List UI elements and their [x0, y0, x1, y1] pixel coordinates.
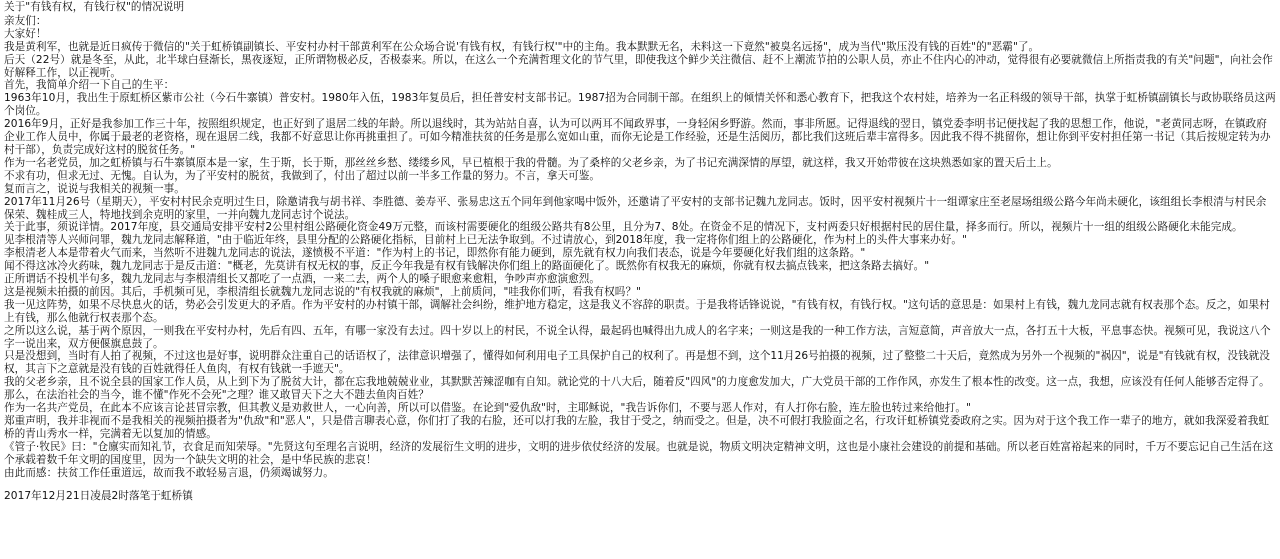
document — [4, 1, 1276, 502]
paragraph: 之所以这么说，基于两个原因，一则我在平安村办村，先后有四、五年，有哪一家没有去过。四十岁以上的村民，不说全认得，最起码也喊得出九成人的名字来；一则这是我的一种工作方法，言短意简，声音放大一点，各打五十大板，平息事态快。视频可见，我说这八个字一说出来，双方便偃旗息鼓了。 — [4, 324, 1271, 350]
paragraph: 2017年11月26号（星期天），平安村村民余克明过生日，除邀请我与胡书祥、李胜德、姜寿平、张易忠这五个同年到他家喝中饭外，还邀请了平安村的支部书记魏九龙同志。饭时，因平安村视频片十一组谭家庄至老屋场组级公路今年尚未硬化，该组组长李根清与村民余保荣、魏桂成三人，特地找到余克明的家里，一并向魏九龙同志讨个说法。 — [4, 195, 1267, 221]
paragraph: 闻不得这冰冷火药味，魏九龙同志于是反击道："概老，先莫讲有权无权的事，反正今年我是有权有钱解决你们组上的路面硬化了。既然你有权我无的麻烦，你就有权去搞点钱来，把这条路去搞好。" — [4, 260, 930, 273]
paragraph: 我是黄利军，也就是近日疯传于微信的"关于虹桥镇副镇长、平安村办村干部黄利军在公众场合说'有钱有权，有钱行权'"中的主角。我本默默无名，未料这一下竟然"被臭名远扬"，成为当代"欺压没有钱的百姓"的"恶霸"了。 — [4, 40, 1040, 53]
paragraph: 《管子·牧民》曰："仓廪实而知礼节，衣食足而知荣辱。"先贤这句至理名言说明，经济的发展衍生文明的进步，文明的进步依仗经济的发展。也就是说，物质文明决定精神文明，这也是小康社会建设的前提和基础。所以老百姓富裕起来的同时，千万不要忘记自己生活在这个承载着数千年文明的国度里，因为一个缺失文明的社会，是中华民族的悲哀！ — [4, 440, 1274, 466]
document-title: 关于"有钱有权，有钱行权"的情况说明 — [4, 1, 185, 13]
paragraph: 后天（22号）就是冬至，从此，北半球白昼渐长，黑夜逐短，正所谓物极必反，否极泰来。所以，在这么一个充满哲理文化的节气里，即使我这个鲜少关注微信、赶不上潮流节拍的公职人员，亦止不住内心的冲动，觉得很有必要就微信上所指责我的有关"问题"，向社会作好解释工作，以正视听。 — [4, 53, 1273, 79]
paragraph: 正所谓话不投机半句多，魏九龙同志与李根清组长又都吃了一点酒，一来二去，两个人的嗓子眼愈来愈粗，争吵声亦愈演愈烈。 — [4, 273, 601, 286]
paragraph: 1963年10月，我出生于原虹桥区紫市公社（今石牛寨镇）普安村。1980年入伍，1983年复员后，担任普安村支部书记。1987招为合同制干部。在组织上的倾情关怀和悉心教育下，把我这个农村娃，培养为一名正科级的领导干部，执掌于虹桥镇副镇长与政协联络员这两个岗位。 — [4, 92, 1276, 118]
signature-date: 2017年12月21日凌晨2时落笔于虹桥镇 — [4, 489, 193, 502]
paragraph: 这是视频未拍摄的前因。其后，手机频可见，李根清组长就魏九龙同志说的"有权我就的麻烦"，上前质问，"哇我你们听，看我有权吗？" — [4, 285, 642, 298]
paragraph: 复而言之，说说与我相关的视频一事。 — [4, 182, 185, 195]
paragraph: 不求有功，但求无过、无愧。自认为，为了平安村的脱贫，我做到了，付出了超过以前一半多工作量的努力。不言，拿天可鉴。 — [4, 169, 601, 182]
greeting-line: 亲友们： — [4, 14, 47, 27]
paragraph: 作为一名共产党员，在此本不应该言论甚冒宗教，但其教义是劝救世人，一心向善，所以可以借鉴。在论到"爱仇敌"时，主耶稣说，"我告诉你们，不要与恶人作对，有人打你右脸，连左脸也转过来给他打。" — [4, 402, 971, 415]
paragraph: 首先，我简单介绍一下自己的生平： — [4, 79, 175, 92]
paragraph: 只是没想到，当时有人拍了视频，不过这也是好事，说明群众注重自己的话语权了，法律意识增强了，懂得如何利用电子工具保护自己的权利了。再是想不到，这个11月26号拍摄的视频，过了整整二十天后，竟然成为另外一个视频的"祸囚"，说是"有钱就有权，没钱就没权，其言下之意就是没有钱的百姓就得任人鱼肉，有权有钱就一手遮天"。 — [4, 350, 1270, 376]
paragraph: 由此而感：扶贫工作任重道远，故而我不敢轻易言退，仍须竭诚努力。 — [4, 466, 334, 479]
greeting-line: 大家好！ — [4, 27, 47, 40]
paragraph: 关于此事，须说详情。2017年度，县交通局安排平安村2公里村组公路硬化资金49万元整，而该村需要硬化的组级公路共有8公里，且分为7、8处。在资金不足的情况下，支村两委只好根据村民的居住量，择多而行。所以，视频片十一组的组级公路硬化未能完成。 — [4, 221, 1243, 234]
paragraph: 李根清老人本是带着火气而来，当然听不进魏九龙同志的说法，遂愤极不平道："作为村上的书记，即然你有能力硬到，原先就有权力向我们表态，说是今年要硬化好我们组的这条路。" — [4, 247, 866, 260]
paragraph: 郑重声明，我并非视而不是我相关的视频拍摄者为"仇敌"和"恶人"，只是借言聊表心意，你们打了我的右脸，还可以打我的左脸，我甘于受之，纳而受之。但是，决不可假打我脸面之名，行攻讦虹桥镇党委政府之实。因为对于这个我工作一辈子的地方，就如我深爱着我虹桥的青山秀水一样，完满着无以复加的情感。 — [4, 415, 1269, 440]
paragraph: 见李根清等人兴师问罪，魏九龙同志解释道，"由于临近年终，县里分配的公路硬化指标，目前村上已无法争取到。不过请放心，到2018年度，我一定将你们组上的公路硬化，作为村上的头件大事来办好。" — [4, 234, 968, 247]
paragraph: 我一见这阵势，如果不尽快息火的话，势必会引发更大的矛盾。作为平安村的办村镇干部，调解社会纠纷，维护地方稳定，这是我义不容辞的职责。于是我将话锋说说，"有钱有权，有钱行权。"这句话的意思是：如果村上有钱，魏九龙同志就有权表那个态。反之，如果村上有钱，那么他就行权表那个态。 — [4, 298, 1270, 324]
paragraph: 2016年9月，正好是我参加工作三十年，按照组织规定，也正好到了退居二线的年龄。所以退线时，其为站站自喜，认为可以两耳不闻政界事，一身轻闲乡野游。然而，事非所愿。记得退线的翌日，镇党委李明书记便找起了我的思想工作，他说，"老黄同志呀，在镇政府企业工作人员中，你属于最老的老资格，现在退居二线，我都不好意思让你再挑重担了。可如今精准扶贫的任务是那么宽如山重，而你无论是工作经验，还是生活阅历，都比我们这班后辈丰富得多。因此我不得不挑留你，想让你到平安村担任第一书记（其后按规定转为办村干部），负责完成好这村的脱贫任务。" — [4, 118, 1271, 156]
paragraph: 我的父老乡亲，且不说全县的国家工作人员，从上到下为了脱贫大计，都在忘我地兢兢业业，其默默苦辣涩咖有自知。就论党的十八大后，随着反"四风"的力度愈发加大，广大党员干部的工作作风，亦发生了根本性的改变。这一点，我想，应该没有任何人能够否定得了。那么，在法治社会的当今，谁不懂"作死不会死"之理？谁又敢冒天下之大不韪去鱼肉百姓？ — [4, 376, 1270, 402]
paragraph: 作为一名老党员，加之虹桥镇与石牛寨镇原本是一家，生于斯，长于斯，那丝丝乡愁、缕缕乡风，早已植根于我的骨髓。为了桑梓的父老乡亲，为了书记充满深情的厚望，就这样，我又开始带彼在这块熟悉如家的置天后土上。 — [4, 156, 1058, 169]
